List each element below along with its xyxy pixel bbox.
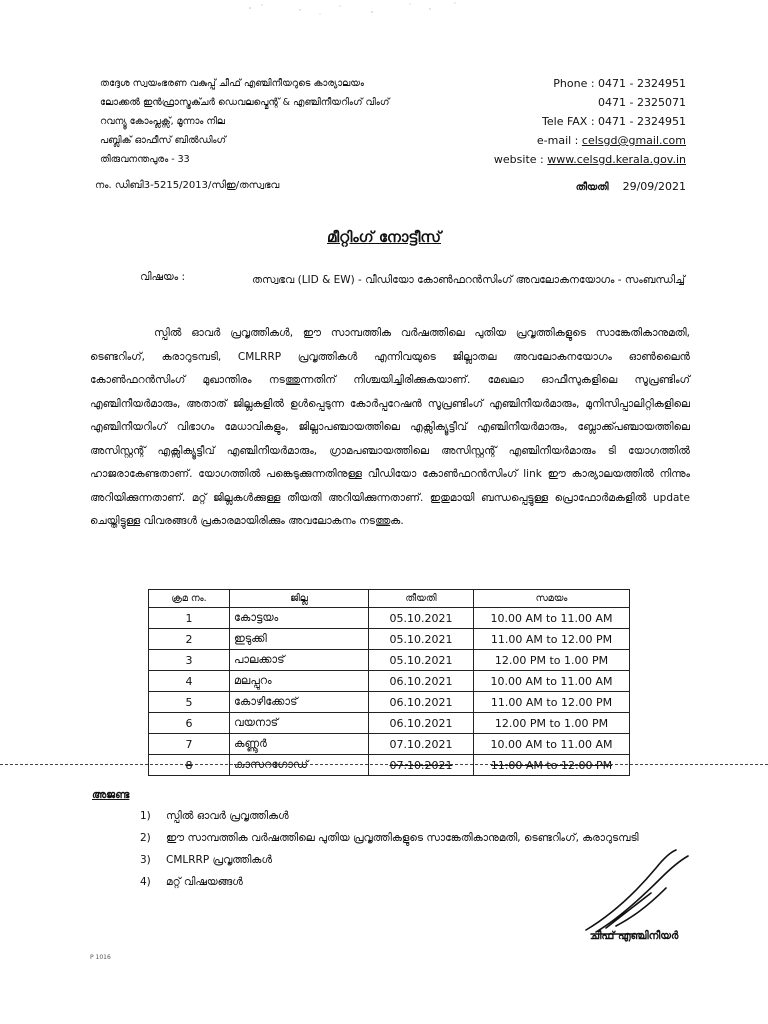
table-row <box>149 713 630 734</box>
phone-label: Phone : <box>553 77 595 90</box>
cell-time: 10.00 AM to 11.00 AM <box>474 734 630 755</box>
cell-district: കോട്ടയം <box>230 608 369 629</box>
email-label: e-mail : <box>536 134 579 147</box>
date-label: തീയതി <box>575 182 609 193</box>
website-label: website : <box>493 153 544 166</box>
cell-district: കോഴിക്കോട് <box>230 692 369 713</box>
cell-serial: 4 <box>149 671 230 692</box>
cell-date: 05.10.2021 <box>369 608 474 629</box>
subject-text: തസ്വഭവ (LID & EW) - വീഡിയോ കോൺഫറൻസിംഗ് അവലോകനയോഗം - സംബന്ധിച്ച് <box>252 274 685 286</box>
office-line: തദ്ദേശ സ്വയംഭരണ വകുപ്പ് ചീഫ് എഞ്ചിനീയറുടെ കാര്യാലയം <box>100 78 364 89</box>
cell-district: പാലക്കാട് <box>230 650 369 671</box>
agenda-item <box>140 827 710 849</box>
office-line: തിരുവനന്തപുരം - 33 <box>100 154 190 165</box>
schedule-table <box>148 589 630 776</box>
agenda-title: അജണ്ട <box>92 789 130 801</box>
table-row <box>149 650 630 671</box>
email-address[interactable]: celsgd@gmail.com <box>581 134 686 147</box>
phone-line-2 <box>494 93 686 112</box>
table-row <box>149 734 630 755</box>
office-line: പബ്ലിക് ഓഫീസ് ബിൽഡിംഗ് <box>100 135 226 146</box>
agenda-item <box>140 805 710 827</box>
fax-number: 0471 - 2324951 <box>598 115 686 128</box>
table-header-row <box>149 590 630 608</box>
agenda-item-text: ഈ സാമ്പത്തിക വർഷത്തിലെ പുതിയ പ്രവൃത്തികളുടെ സാങ്കേതികാനുമതി, ടെണ്ടറിംഗ്, കരാറുടമ്പടി <box>166 832 639 844</box>
table-row <box>149 755 630 776</box>
office-line: റവന്യൂ കോംപ്ലക്സ്, മൂന്നാം നില <box>100 116 226 127</box>
email-line <box>494 131 686 150</box>
agenda-item-text: CMLRRP പ്രവൃത്തികൾ <box>166 854 272 866</box>
cell-serial: 3 <box>149 650 230 671</box>
cell-district: കണ്ണൂർ <box>230 734 369 755</box>
cell-date: 07.10.2021 <box>369 734 474 755</box>
fax-line <box>494 112 686 131</box>
col-header-serial: ക്രമ നം. <box>149 590 230 608</box>
cell-time: 11.00 AM to 12.00 PM <box>474 692 630 713</box>
col-header-date: തീയതി <box>369 590 474 608</box>
table-row <box>149 692 630 713</box>
cell-serial: 5 <box>149 692 230 713</box>
agenda-item-number: 4) <box>140 876 151 888</box>
page-mark: P 1016 <box>90 954 111 961</box>
notice-title-text: മീറ്റിംഗ് നോട്ടീസ് <box>327 228 441 246</box>
agenda-item-number: 2) <box>140 832 151 844</box>
contact-block <box>494 74 686 169</box>
office-line: ലോക്കൽ ഇൻഫ്രാസ്ട്രക്ചർ ഡെവലപ്മെന്റ് & എഞ്ചിനീയറിംഗ് വിംഗ് <box>100 97 390 108</box>
phone-number-2: 0471 - 2325071 <box>598 96 686 109</box>
date-value: 29/09/2021 <box>622 180 686 193</box>
col-header-time: സമയം <box>474 590 630 608</box>
website-link[interactable]: www.celsgd.kerala.gov.in <box>547 153 686 166</box>
fold-line <box>0 764 768 765</box>
subject-label: വിഷയം : <box>140 271 186 283</box>
letter-date <box>576 180 686 193</box>
col-header-district: ജില്ല <box>230 590 369 608</box>
cell-time: 12.00 PM to 1.00 PM <box>474 713 630 734</box>
table-row <box>149 671 630 692</box>
cell-district: ഇടുക്കി <box>230 629 369 650</box>
agenda-item-number: 3) <box>140 854 151 866</box>
cell-date: 05.10.2021 <box>369 650 474 671</box>
table-row <box>149 629 630 650</box>
agenda-item-number: 1) <box>140 810 151 822</box>
website-line <box>494 150 686 169</box>
cell-district: വയനാട് <box>230 713 369 734</box>
agenda-item-text: സ്പിൽ ഓവർ പ്രവൃത്തികൾ <box>166 810 289 822</box>
cell-serial: 8 <box>149 755 230 776</box>
cell-district: കാസറഗോഡ് <box>230 755 369 776</box>
cell-serial: 6 <box>149 713 230 734</box>
cell-time: 11.00 AM to 12.00 PM <box>474 629 630 650</box>
cell-serial: 2 <box>149 629 230 650</box>
cell-date: 06.10.2021 <box>369 692 474 713</box>
cell-district: മലപ്പുറം <box>230 671 369 692</box>
agenda-item-text: മറ്റ് വിഷയങ്ങൾ <box>166 876 243 888</box>
cell-time: 10.00 AM to 11.00 AM <box>474 608 630 629</box>
fax-label: Tele FAX : <box>542 115 595 128</box>
cell-date: 06.10.2021 <box>369 713 474 734</box>
cell-serial: 1 <box>149 608 230 629</box>
phone-line <box>494 74 686 93</box>
body-paragraph: സ്പിൽ ഓവർ പ്രവൃത്തികൾ, ഈ സാമ്പത്തിക വർഷത്തിലെ പുതിയ പ്രവൃത്തികളുടെ സാങ്കേതികാനുമതി, ടെണ്ടറിംഗ്, കരാറുടമ്പടി, CMLRRP പ്രവൃത്തികൾ എന്നിവയുടെ ജില്ലാതല അവലോകനയോഗം ഓൺലൈൻ കോൺഫറൻസിംഗ് മുഖാന്തിരം നടത്തുന്നതിന് നിശ്ചയിച്ചിരിക്കുകയാണ്. മേഖലാ ഓഫീസുകളിലെ സൂപ്രണ്ടിംഗ് എഞ്ചിനീയർമാരും, അതാത് ജില്ലകളിൽ ഉൾപ്പെടുന്ന കോർപ്പറേഷൻ സൂപ്രണ്ടിംഗ് എഞ്ചിനീയർമാരും, മുനിസിപ്പാലിറ്റികളിലെ എഞ്ചിനീയറിംഗ് വിഭാഗം മേധാവികളും, ജില്ലാപഞ്ചായത്തിലെ എക്സിക്യൂട്ടീവ് എഞ്ചിനീയർമാരും, ബ്ലോക്ക്പഞ്ചായത്തിലെ അസിസ്റ്റന്റ് എക്സിക്യൂട്ടീവ് എഞ്ചിനീയർമാരും, ഗ്രാമപഞ്ചായത്തിലെ അസിസ്റ്റന്റ് എഞ്ചിനീയർമാരും ടി യോഗത്തിൽ ഹാജരാകേണ്ടതാണ്. യോഗത്തിൽ പങ്കെടുക്കുന്നതിനുള്ള വീഡിയോ കോൺഫറൻസിംഗ് link ഈ കാര്യാലയത്തിൽ നിന്നും അറിയിക്കുന്നതാണ്. മറ്റ് ജില്ലകൾക്കുള്ള തീയതി അറിയിക്കുന്നതാണ്. ഇതുമായി ബന്ധപ്പെട്ടുള്ള പ്രൊഫോർമകളിൽ update ചെയ്തിട്ടുള്ള വിവരങ്ങൾ പ്രകാരമായിരിക്കും അവലോകനം നടത്തുക. <box>90 327 690 527</box>
cell-serial: 7 <box>149 734 230 755</box>
scan-noise <box>0 0 768 30</box>
cell-time: 12.00 PM to 1.00 PM <box>474 650 630 671</box>
cell-date: 06.10.2021 <box>369 671 474 692</box>
handwritten-signature <box>576 848 696 938</box>
cell-date: 05.10.2021 <box>369 629 474 650</box>
cell-time: 10.00 AM to 11.00 AM <box>474 671 630 692</box>
cell-date: 07.10.2021 <box>369 755 474 776</box>
cell-time: 11.00 AM to 12.00 PM <box>474 755 630 776</box>
table-row <box>149 608 630 629</box>
notice-title <box>0 228 768 246</box>
phone-number: 0471 - 2324951 <box>598 77 686 90</box>
reference-number: നം. ഡിബി3-5215/2013/സിഇ/തസ്വഭവ <box>95 180 280 191</box>
office-address <box>100 74 389 169</box>
signatory-title: ചീഫ് എഞ്ചിനീയർ <box>590 930 679 942</box>
